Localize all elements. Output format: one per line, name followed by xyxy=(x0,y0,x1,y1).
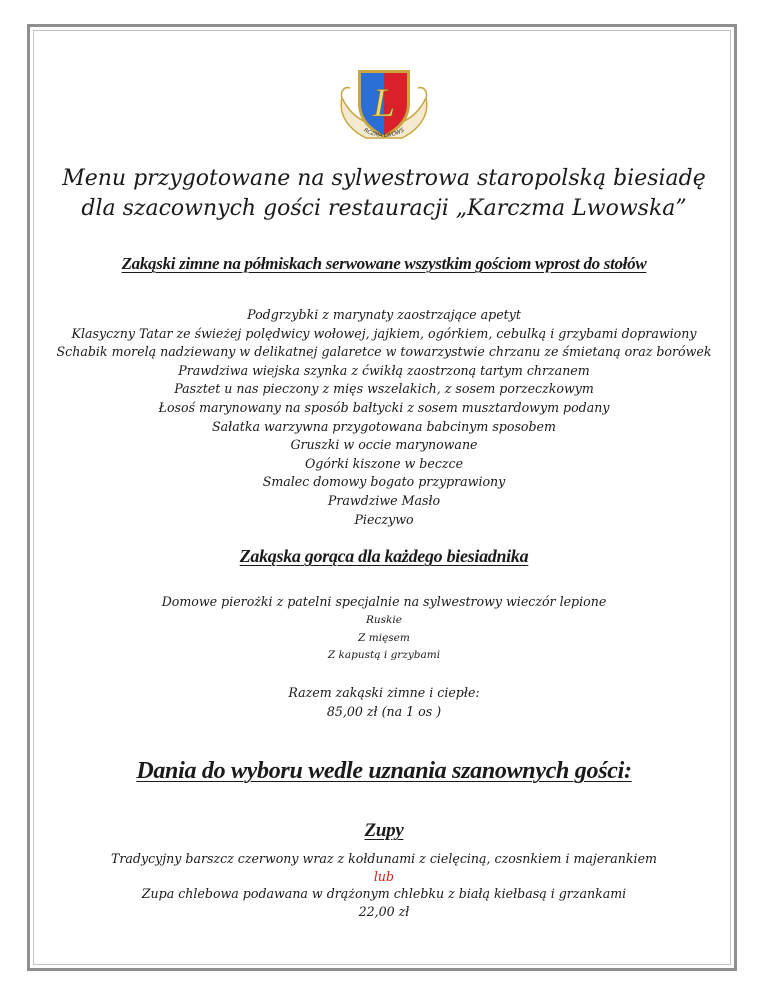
list-item: Podgrzybki z marynaty zaostrzające apetyt xyxy=(247,307,521,322)
list-item: Łosoś marynowany na sposób bałtycki z sosem musztardowym podany xyxy=(158,399,610,415)
list-item: Schabik morelą nadziewany w delikatnej galaretce w towarzystwie chrzanu ze śmietaną oraz borówek xyxy=(56,344,712,360)
logo-letter: L xyxy=(372,80,396,125)
hot-appetizer-list xyxy=(0,612,768,665)
list-item: Ogórki kiszone w beczce xyxy=(304,455,464,471)
list-item: Pasztet u nas pieczony z mięs wszelakich, z sosem porzeczkowym xyxy=(174,381,594,397)
soups-heading: Zupy xyxy=(364,820,404,841)
cold-appetizers-heading: Zakąski zimne na półmiskach serwowane wszystkim gościom wprost do stołów xyxy=(121,254,647,273)
cold-appetizers-list xyxy=(0,306,768,529)
soup-or: lub xyxy=(373,868,395,884)
summary-price: 85,00 zł (na 1 os ) xyxy=(326,704,442,719)
list-item: Z kapustą i grzybami xyxy=(327,649,441,661)
soup-option-1: Tradycyjny barszcz czerwony wraz z kołdunami z cielęciną, czosnkiem i majerankiem xyxy=(111,851,657,866)
list-item: Smalec domowy bogato przyprawiony xyxy=(262,474,506,490)
karczma-lwowska-logo xyxy=(336,64,432,148)
soup-price: 22,00 zł xyxy=(358,903,410,919)
list-item: Prawdziwa wiejska szynka z ćwikłą zaostrzoną tartym chrzanem xyxy=(178,362,590,378)
choice-dishes-heading: Dania do wyboru wedle uznania szanownych gości: xyxy=(136,758,632,784)
hot-appetizer-heading: Zakąska gorąca dla każdego biesiadnika xyxy=(239,546,529,566)
list-item: Sałatka warzywna przygotowana babcinym sposobem xyxy=(212,418,556,434)
list-item: Gruszki w occie marynowane xyxy=(290,437,478,453)
soups-list xyxy=(0,850,768,920)
soup-option-2: Zupa chlebowa podawana w drążonym chlebku z białą kiełbasą i grzankami xyxy=(141,886,627,901)
list-item: Klasyczny Tatar ze świeżej polędwicy wołowej, jajkiem, ogórkiem, cebulką i grzybami doprawiony xyxy=(71,325,697,341)
appetizers-summary xyxy=(0,683,768,721)
hot-appetizer-intro: Domowe pierożki z patelni specjalnie na sylwestrowy wieczór lepione xyxy=(161,594,607,609)
list-item: Z mięsem xyxy=(358,631,410,644)
title-line-1: Menu przygotowane na sylwestrowa staropolską biesiadę xyxy=(62,166,706,191)
logo-ribbon-text: RCZMA LWOWS xyxy=(362,127,406,140)
page-title xyxy=(0,164,768,224)
title-line-2: dla szacownych gości restauracji „Karczma Lwowska” xyxy=(81,196,687,221)
list-item: Pieczywo xyxy=(354,511,414,527)
list-item: Ruskie xyxy=(366,614,402,626)
list-item: Prawdziwe Masło xyxy=(327,492,441,508)
summary-label: Razem zakąski zimne i ciepłe: xyxy=(288,685,480,700)
